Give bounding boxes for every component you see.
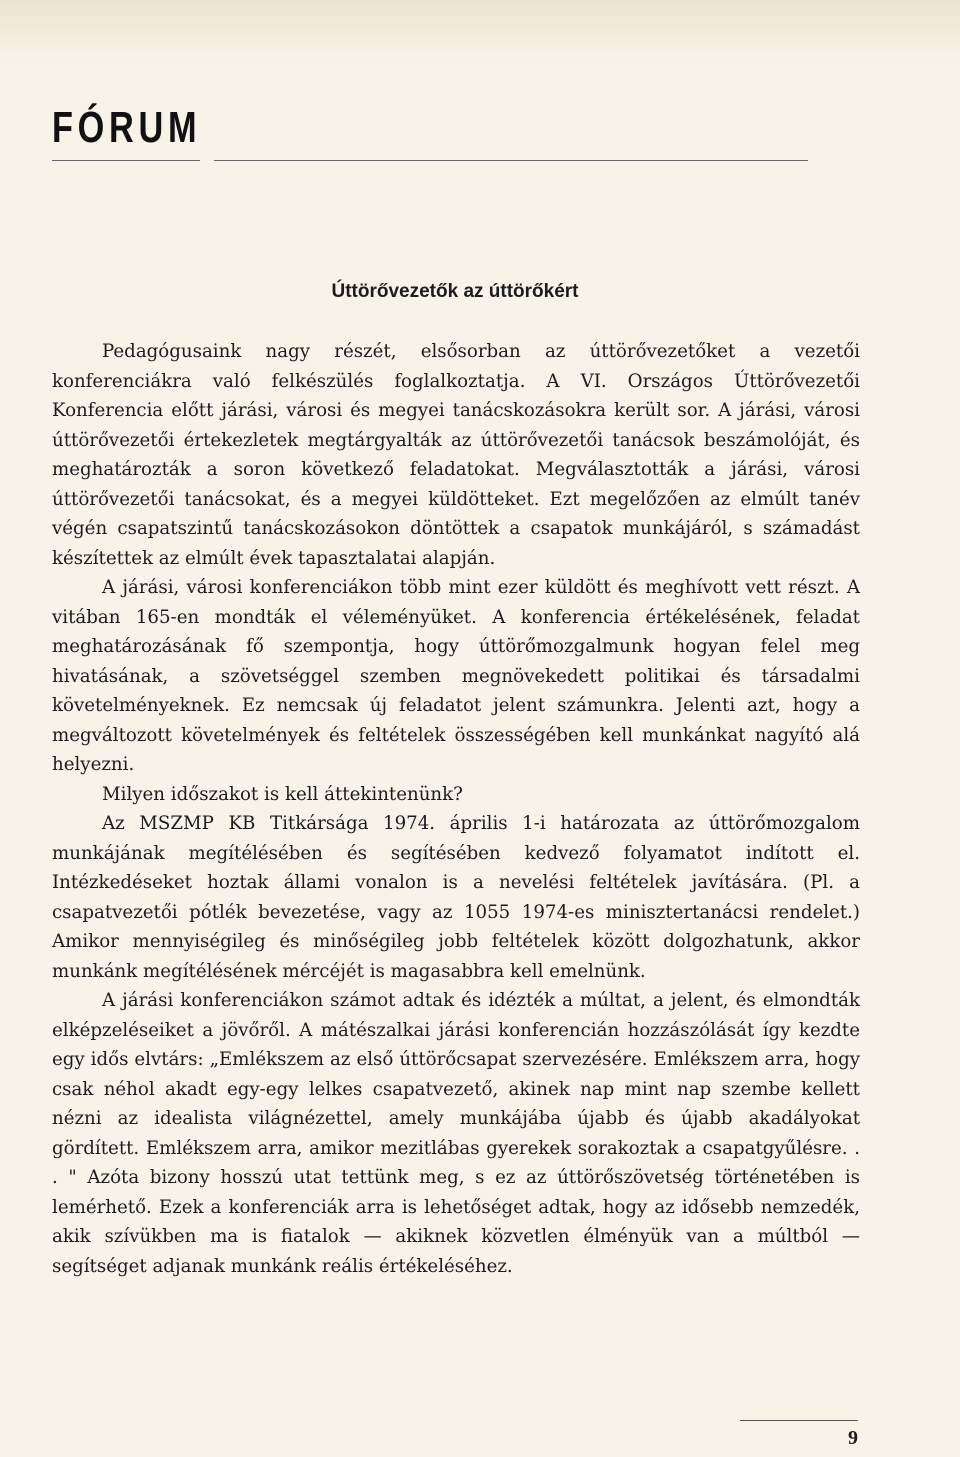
footer-rule <box>740 1420 858 1421</box>
paragraph: A járási, városi konferenciákon több mint ezer küldött és meghívott vett részt. A vitában 165-en mondták el véleményüket. A konferencia értékelésének, feladat meghatározásának fő szempontja, hogy úttörőmozgalmunk hogyan felel meg hivatásának, a szövetséggel szemben megnövekedett politikai és társadalmi követelményeknek. Ez nemcsak új feladatot jelent számunkra. Jelenti azt, hogy a megváltozott követelmények és feltételek összességében kell munkánkat nagyító alá helyezni. <box>52 577 860 775</box>
paragraph: A járási konferenciákon számot adtak és idézték a múltat, a jelent, és elmondták elképzeléseiket a jövőről. A mátészalkai járási konferencián hozzászólását így kezdte egy idős elvtárs: „Emlékszem az első úttörőcsapat szervezésére. Emlékszem arra, hogy csak néhol akadt egy-egy lelkes csapatvezető, akinek nap mint nap szembe kellett nézni az idealista világnézettel, amely munkájába újabb és újabb akadályokat gördített. Emlékszem arra, amikor mezitlábas gyerekek sorakoztak a csapatgyűlésre. . . " Azóta bizony hosszú utat tettünk meg, s ez az úttörőszövetség történetében is lemérhető. Ezek a konferenciák arra is lehetőséget adtak, hogy az idősebb nemzedék, akik szívükben ma is fiatalok — akiknek közvetlen élményük van a múltból — segítséget adjanak munkánk reális értékeléséhez. <box>52 990 860 1277</box>
paragraph: Az MSZMP KB Titkársága 1974. április 1-i határozata az úttörőmozgalom munkájának megítélésében és segítésében kedvező folyamatot indított el. Intézkedéseket hoztak állami vonalon is a nevelési feltételek javítására. (Pl. a csapatvezetői pótlék bevezetése, vagy az 1055 1974-es minisztertanácsi rendelet.) Amikor mennyiségileg és minőségileg jobb feltételek között dolgozhatunk, akkor munkánk megítélésének mércéjét is magasabbra kell emelnünk. <box>52 813 860 982</box>
article-body <box>52 337 860 1281</box>
page-top-shade <box>0 0 960 60</box>
article-title: Úttörővezetők az úttörőkért <box>331 281 579 302</box>
paragraph: Pedagógusaink nagy részét, elsősorban az úttörővezetőket a vezetői konferenciákra való felkészülés foglalkoztatja. A VI. Országos Úttörővezetői Konferencia előtt járási, városi és megyei tanácskozásokra került sor. A járási, városi úttörővezetői értekezletek megtárgyalták az úttörővezetői tanácsok beszámolóját, és meghatározták a soron következő feladatokat. Megválasztották a járási, városi úttörővezetői tanácsokat, és a megyei küldötteket. Ezt megelőzően az elmúlt tanév végén csapatszintű tanácskozásokon döntöttek a csapatok munkájáról, s számadást készítettek az elmúlt évek tapasztalatai alapján. <box>52 341 860 569</box>
page-number: 9 <box>848 1427 858 1449</box>
header-rule-long <box>214 160 808 161</box>
paragraph: Milyen időszakot is kell áttekintenünk? <box>102 783 463 805</box>
section-title: FÓRUM <box>52 103 202 152</box>
header-rule-short <box>52 160 200 161</box>
